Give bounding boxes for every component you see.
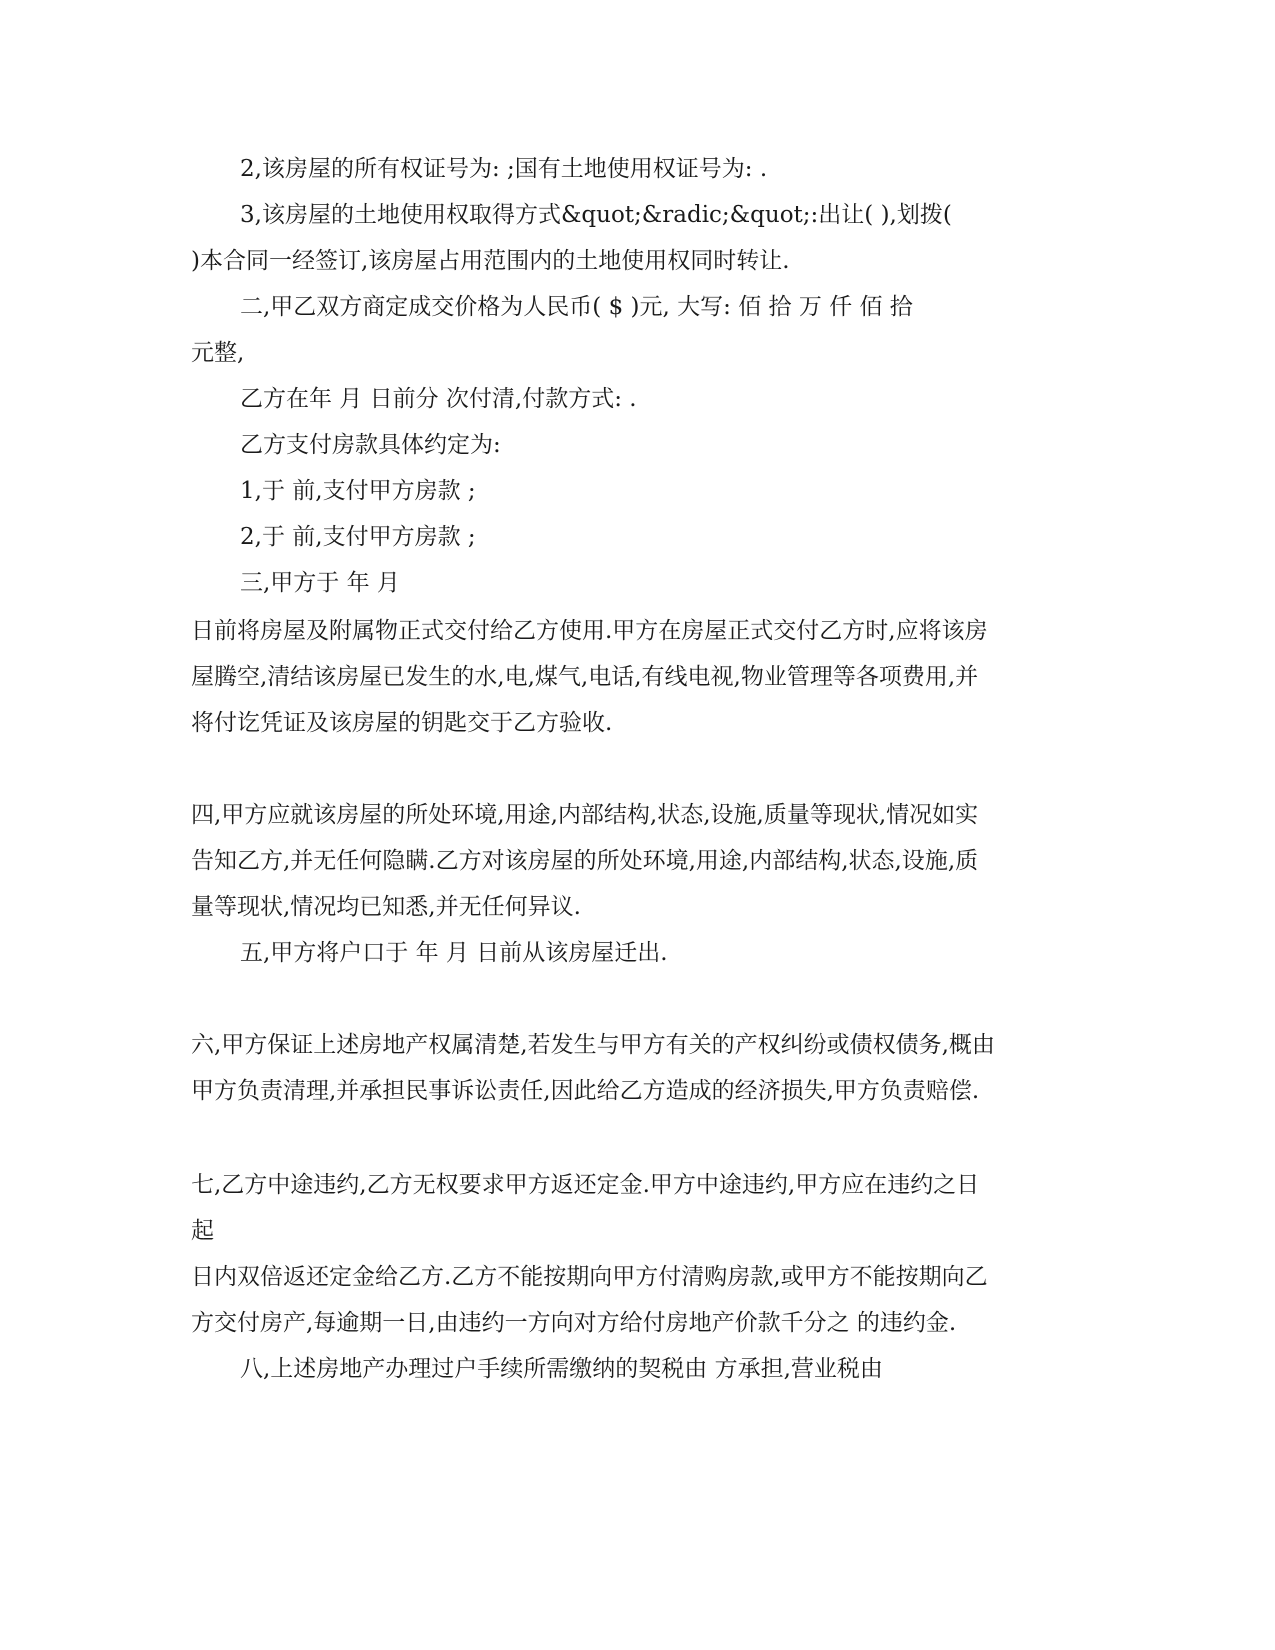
text-line: 日内双倍返还定金给乙方.乙方不能按期向甲方付清购房款,或甲方不能按期向乙: [191, 1264, 988, 1290]
text-line: 六,甲方保证上述房地产权属清楚,若发生与甲方有关的产权纠纷或债权债务,概由: [191, 1032, 995, 1058]
text-line: 甲方负责清理,并承担民事诉讼责任,因此给乙方造成的经济损失,甲方负责赔偿.: [191, 1078, 980, 1104]
text-line: 将付讫凭证及该房屋的钥匙交于乙方验收.: [191, 710, 613, 736]
text-line: 屋腾空,清结该房屋已发生的水,电,煤气,电话,有线电视,物业管理等各项费用,并: [191, 664, 979, 690]
text-line: 乙方在年 月 日前分 次付清,付款方式: .: [240, 386, 637, 412]
text-line: 2,该房屋的所有权证号为: ;国有土地使用权证号为: .: [240, 156, 768, 182]
text-line: 方交付房产,每逾期一日,由违约一方向对方给付房地产价款千分之 的违约金.: [191, 1310, 957, 1336]
text-line: 日前将房屋及附属物正式交付给乙方使用.甲方在房屋正式交付乙方时,应将该房: [191, 618, 988, 644]
text-line: 起: [191, 1218, 214, 1244]
text-line: 1,于 前,支付甲方房款 ;: [240, 478, 476, 504]
text-line: 五,甲方将户口于 年 月 日前从该房屋迁出.: [240, 940, 668, 966]
text-line: 七,乙方中途违约,乙方无权要求甲方返还定金.甲方中途违约,甲方应在违约之日: [191, 1172, 980, 1198]
text-line: 三,甲方于 年 月: [240, 570, 400, 596]
text-line: 四,甲方应就该房屋的所处环境,用途,内部结构,状态,设施,质量等现状,情况如实: [191, 802, 979, 828]
text-line: 八,上述房地产办理过户手续所需缴纳的契税由 方承担,营业税由: [240, 1356, 883, 1382]
text-line: 二,甲乙双方商定成交价格为人民币( $ )元, 大写: 佰 拾 万 仟 佰 拾: [240, 294, 913, 320]
text-line: 乙方支付房款具体约定为:: [240, 432, 501, 458]
text-line: 量等现状,情况均已知悉,并无任何异议.: [191, 894, 581, 920]
text-line: 3,该房屋的土地使用权取得方式&quot;&radic;&quot;:出让( ),划拨(: [240, 202, 952, 228]
text-line: 元整,: [191, 340, 245, 366]
text-line: )本合同一经签订,该房屋占用范围内的土地使用权同时转让.: [191, 248, 790, 274]
text-line: 2,于 前,支付甲方房款 ;: [240, 524, 476, 550]
text-line: 告知乙方,并无任何隐瞒.乙方对该房屋的所处环境,用途,内部结构,状态,设施,质: [191, 848, 979, 874]
